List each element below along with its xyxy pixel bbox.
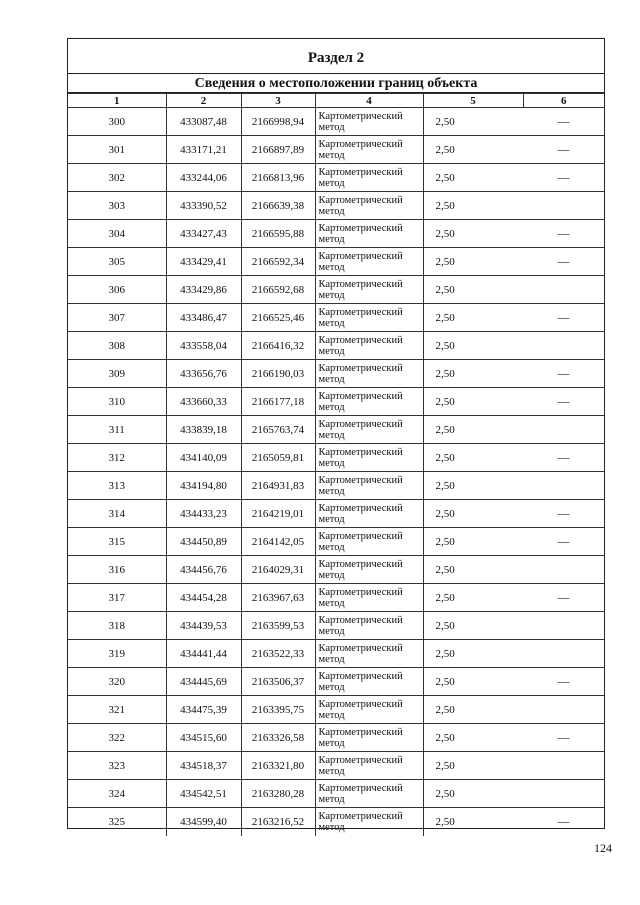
accuracy-cell: 2,50 xyxy=(423,724,523,752)
x-coordinate-cell: 433660,33 xyxy=(166,388,241,416)
y-coordinate-cell: 2166998,94 xyxy=(241,108,315,136)
note-cell: — xyxy=(523,724,604,752)
x-coordinate-cell: 434456,76 xyxy=(166,556,241,584)
page-number: 124 xyxy=(594,841,612,855)
column-header: 1 xyxy=(68,94,166,108)
note-cell xyxy=(523,780,604,808)
table-row xyxy=(68,528,604,556)
point-number-cell: 309 xyxy=(68,360,166,388)
table-row xyxy=(68,192,604,220)
accuracy-cell: 2,50 xyxy=(423,472,523,500)
accuracy-cell: 2,50 xyxy=(423,192,523,220)
point-number-cell: 325 xyxy=(68,808,166,836)
accuracy-cell: 2,50 xyxy=(423,696,523,724)
note-cell: — xyxy=(523,220,604,248)
x-coordinate-cell: 434515,60 xyxy=(166,724,241,752)
y-coordinate-cell: 2163321,80 xyxy=(241,752,315,780)
table-row xyxy=(68,668,604,696)
method-cell: Картометрический метод xyxy=(315,584,423,612)
method-cell: Картометрический метод xyxy=(315,332,423,360)
accuracy-cell: 2,50 xyxy=(423,276,523,304)
y-coordinate-cell: 2166525,46 xyxy=(241,304,315,332)
point-number-cell: 305 xyxy=(68,248,166,276)
method-cell: Картометрический метод xyxy=(315,276,423,304)
accuracy-cell: 2,50 xyxy=(423,304,523,332)
method-cell: Картометрический метод xyxy=(315,360,423,388)
note-cell: — xyxy=(523,500,604,528)
column-header: 5 xyxy=(423,94,523,108)
table-row xyxy=(68,808,604,836)
column-header: 2 xyxy=(166,94,241,108)
note-cell xyxy=(523,276,604,304)
method-cell: Картометрический метод xyxy=(315,164,423,192)
section-subtitle: Сведения о местоположении границ объекта xyxy=(68,74,604,93)
point-number-cell: 314 xyxy=(68,500,166,528)
table-row xyxy=(68,752,604,780)
point-number-cell: 302 xyxy=(68,164,166,192)
point-number-cell: 307 xyxy=(68,304,166,332)
method-cell: Картометрический метод xyxy=(315,556,423,584)
method-cell: Картометрический метод xyxy=(315,808,423,836)
table-row xyxy=(68,696,604,724)
y-coordinate-cell: 2166595,88 xyxy=(241,220,315,248)
accuracy-cell: 2,50 xyxy=(423,444,523,472)
table-row xyxy=(68,500,604,528)
x-coordinate-cell: 434441,44 xyxy=(166,640,241,668)
table-row xyxy=(68,640,604,668)
x-coordinate-cell: 433390,52 xyxy=(166,192,241,220)
y-coordinate-cell: 2166592,68 xyxy=(241,276,315,304)
y-coordinate-cell: 2166813,96 xyxy=(241,164,315,192)
table-row xyxy=(68,780,604,808)
y-coordinate-cell: 2163506,37 xyxy=(241,668,315,696)
x-coordinate-cell: 434599,40 xyxy=(166,808,241,836)
accuracy-cell: 2,50 xyxy=(423,668,523,696)
point-number-cell: 300 xyxy=(68,108,166,136)
table-row xyxy=(68,108,604,136)
point-number-cell: 316 xyxy=(68,556,166,584)
accuracy-cell: 2,50 xyxy=(423,136,523,164)
point-number-cell: 323 xyxy=(68,752,166,780)
method-cell: Картометрический метод xyxy=(315,108,423,136)
method-cell: Картометрический метод xyxy=(315,752,423,780)
note-cell: — xyxy=(523,248,604,276)
accuracy-cell: 2,50 xyxy=(423,164,523,192)
accuracy-cell: 2,50 xyxy=(423,556,523,584)
y-coordinate-cell: 2166639,38 xyxy=(241,192,315,220)
accuracy-cell: 2,50 xyxy=(423,752,523,780)
column-header: 4 xyxy=(315,94,423,108)
method-cell: Картометрический метод xyxy=(315,500,423,528)
point-number-cell: 306 xyxy=(68,276,166,304)
table-row xyxy=(68,444,604,472)
method-cell: Картометрический метод xyxy=(315,388,423,416)
point-number-cell: 310 xyxy=(68,388,166,416)
x-coordinate-cell: 433087,48 xyxy=(166,108,241,136)
table-row xyxy=(68,248,604,276)
x-coordinate-cell: 434439,53 xyxy=(166,612,241,640)
x-coordinate-cell: 433486,47 xyxy=(166,304,241,332)
x-coordinate-cell: 434475,39 xyxy=(166,696,241,724)
note-cell: — xyxy=(523,388,604,416)
table-row xyxy=(68,360,604,388)
note-cell: — xyxy=(523,136,604,164)
table-row xyxy=(68,584,604,612)
table-row xyxy=(68,472,604,500)
point-number-cell: 308 xyxy=(68,332,166,360)
y-coordinate-cell: 2163599,53 xyxy=(241,612,315,640)
y-coordinate-cell: 2163216,52 xyxy=(241,808,315,836)
method-cell: Картометрический метод xyxy=(315,444,423,472)
note-cell xyxy=(523,192,604,220)
accuracy-cell: 2,50 xyxy=(423,584,523,612)
method-cell: Картометрический метод xyxy=(315,668,423,696)
x-coordinate-cell: 434433,23 xyxy=(166,500,241,528)
method-cell: Картометрический метод xyxy=(315,780,423,808)
x-coordinate-cell: 433429,41 xyxy=(166,248,241,276)
accuracy-cell: 2,50 xyxy=(423,528,523,556)
accuracy-cell: 2,50 xyxy=(423,500,523,528)
accuracy-cell: 2,50 xyxy=(423,808,523,836)
point-number-cell: 318 xyxy=(68,612,166,640)
table-row xyxy=(68,388,604,416)
point-number-cell: 312 xyxy=(68,444,166,472)
table-row xyxy=(68,612,604,640)
point-number-cell: 313 xyxy=(68,472,166,500)
y-coordinate-cell: 2164029,31 xyxy=(241,556,315,584)
x-coordinate-cell: 434454,28 xyxy=(166,584,241,612)
note-cell xyxy=(523,556,604,584)
x-coordinate-cell: 433427,43 xyxy=(166,220,241,248)
note-cell xyxy=(523,332,604,360)
accuracy-cell: 2,50 xyxy=(423,780,523,808)
note-cell: — xyxy=(523,444,604,472)
note-cell: — xyxy=(523,164,604,192)
x-coordinate-cell: 433656,76 xyxy=(166,360,241,388)
y-coordinate-cell: 2163967,63 xyxy=(241,584,315,612)
point-number-cell: 317 xyxy=(68,584,166,612)
note-cell: — xyxy=(523,584,604,612)
method-cell: Картометрический метод xyxy=(315,220,423,248)
y-coordinate-cell: 2164931,83 xyxy=(241,472,315,500)
note-cell: — xyxy=(523,808,604,836)
note-cell xyxy=(523,696,604,724)
y-coordinate-cell: 2166416,32 xyxy=(241,332,315,360)
note-cell xyxy=(523,416,604,444)
point-number-cell: 321 xyxy=(68,696,166,724)
accuracy-cell: 2,50 xyxy=(423,360,523,388)
y-coordinate-cell: 2163280,28 xyxy=(241,780,315,808)
y-coordinate-cell: 2163522,33 xyxy=(241,640,315,668)
method-cell: Картометрический метод xyxy=(315,696,423,724)
x-coordinate-cell: 433244,06 xyxy=(166,164,241,192)
table-row xyxy=(68,276,604,304)
point-number-cell: 324 xyxy=(68,780,166,808)
table-row xyxy=(68,220,604,248)
table-row xyxy=(68,556,604,584)
section-title: Раздел 2 xyxy=(68,39,604,74)
x-coordinate-cell: 434140,09 xyxy=(166,444,241,472)
point-number-cell: 319 xyxy=(68,640,166,668)
accuracy-cell: 2,50 xyxy=(423,640,523,668)
accuracy-cell: 2,50 xyxy=(423,388,523,416)
point-number-cell: 303 xyxy=(68,192,166,220)
accuracy-cell: 2,50 xyxy=(423,248,523,276)
method-cell: Картометрический метод xyxy=(315,192,423,220)
method-cell: Картометрический метод xyxy=(315,612,423,640)
y-coordinate-cell: 2164219,01 xyxy=(241,500,315,528)
y-coordinate-cell: 2163395,75 xyxy=(241,696,315,724)
x-coordinate-cell: 433429,86 xyxy=(166,276,241,304)
x-coordinate-cell: 433171,21 xyxy=(166,136,241,164)
y-coordinate-cell: 2165059,81 xyxy=(241,444,315,472)
note-cell xyxy=(523,472,604,500)
column-header: 3 xyxy=(241,94,315,108)
y-coordinate-cell: 2165763,74 xyxy=(241,416,315,444)
point-number-cell: 320 xyxy=(68,668,166,696)
note-cell xyxy=(523,752,604,780)
accuracy-cell: 2,50 xyxy=(423,416,523,444)
point-number-cell: 311 xyxy=(68,416,166,444)
x-coordinate-cell: 434450,89 xyxy=(166,528,241,556)
method-cell: Картометрический метод xyxy=(315,724,423,752)
y-coordinate-cell: 2163326,58 xyxy=(241,724,315,752)
table-row xyxy=(68,136,604,164)
method-cell: Картометрический метод xyxy=(315,472,423,500)
point-number-cell: 301 xyxy=(68,136,166,164)
document-frame xyxy=(67,38,605,833)
method-cell: Картометрический метод xyxy=(315,304,423,332)
table-row xyxy=(68,332,604,360)
table-row xyxy=(68,164,604,192)
point-number-cell: 315 xyxy=(68,528,166,556)
method-cell: Картометрический метод xyxy=(315,528,423,556)
note-cell: — xyxy=(523,360,604,388)
table-row xyxy=(68,416,604,444)
x-coordinate-cell: 434542,51 xyxy=(166,780,241,808)
accuracy-cell: 2,50 xyxy=(423,108,523,136)
note-cell: — xyxy=(523,108,604,136)
point-number-cell: 304 xyxy=(68,220,166,248)
accuracy-cell: 2,50 xyxy=(423,220,523,248)
method-cell: Картометрический метод xyxy=(315,640,423,668)
method-cell: Картометрический метод xyxy=(315,136,423,164)
x-coordinate-cell: 434518,37 xyxy=(166,752,241,780)
accuracy-cell: 2,50 xyxy=(423,612,523,640)
boundary-table xyxy=(68,93,604,836)
note-cell: — xyxy=(523,668,604,696)
point-number-cell: 322 xyxy=(68,724,166,752)
y-coordinate-cell: 2166190,03 xyxy=(241,360,315,388)
accuracy-cell: 2,50 xyxy=(423,332,523,360)
note-cell: — xyxy=(523,528,604,556)
header-row xyxy=(68,94,604,108)
x-coordinate-cell: 434445,69 xyxy=(166,668,241,696)
note-cell: — xyxy=(523,304,604,332)
note-cell xyxy=(523,640,604,668)
x-coordinate-cell: 433839,18 xyxy=(166,416,241,444)
table-row xyxy=(68,724,604,752)
x-coordinate-cell: 434194,80 xyxy=(166,472,241,500)
table-row xyxy=(68,304,604,332)
column-header: 6 xyxy=(523,94,604,108)
method-cell: Картометрический метод xyxy=(315,416,423,444)
y-coordinate-cell: 2166177,18 xyxy=(241,388,315,416)
note-cell xyxy=(523,612,604,640)
method-cell: Картометрический метод xyxy=(315,248,423,276)
y-coordinate-cell: 2166897,89 xyxy=(241,136,315,164)
y-coordinate-cell: 2164142,05 xyxy=(241,528,315,556)
y-coordinate-cell: 2166592,34 xyxy=(241,248,315,276)
x-coordinate-cell: 433558,04 xyxy=(166,332,241,360)
